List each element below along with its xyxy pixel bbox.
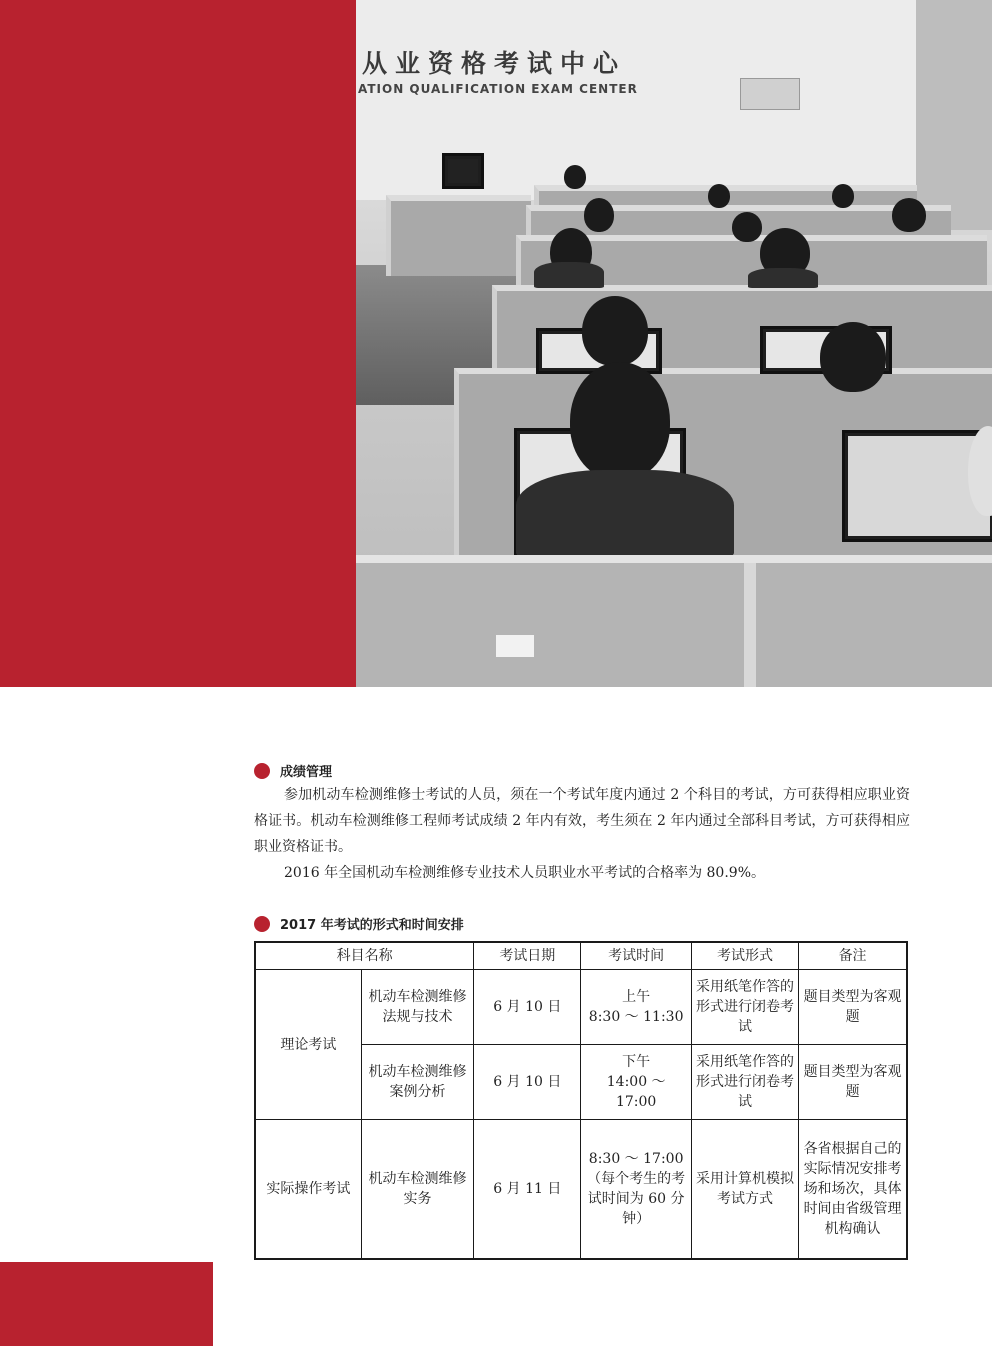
table-row — [255, 970, 907, 1045]
form-cell: 采用计算机模拟考试方式 — [691, 1120, 798, 1259]
time-cell — [581, 1120, 691, 1259]
subject-cell: 机动车检测维修案例分析 — [361, 1045, 473, 1120]
section-heading-schedule — [254, 914, 464, 933]
form-cell: 采用纸笔作答的形式进行闭卷考试 — [691, 970, 798, 1045]
photo-monitor — [442, 153, 484, 189]
category-cell: 实际操作考试 — [255, 1120, 361, 1259]
header-date: 考试日期 — [474, 942, 581, 970]
date-cell: 6 月 11 日 — [474, 1120, 581, 1259]
subject-cell: 机动车检测维修法规与技术 — [361, 970, 473, 1045]
section-title: 2017 年考试的形式和时间安排 — [280, 918, 464, 933]
photo-person-torso — [748, 268, 818, 288]
subject-cell: 机动车检测维修实务 — [361, 1120, 473, 1259]
photo-person — [564, 165, 586, 189]
note-cell: 题目类型为客观题 — [799, 1045, 907, 1120]
header-subject: 科目名称 — [255, 942, 474, 970]
note-cell: 题目类型为客观题 — [799, 970, 907, 1045]
red-block-top — [0, 0, 356, 687]
time-range: 14:00 ～ 17:00 — [606, 1074, 666, 1110]
score-management-text — [254, 782, 910, 886]
time-note: （每个考生的考试时间为 60 分钟） — [587, 1170, 686, 1227]
time-cell — [581, 1045, 691, 1120]
red-block-bottom — [0, 1262, 213, 1346]
photo-desk-label — [496, 635, 534, 657]
photo-desk-post — [744, 563, 756, 687]
photo-person-torso — [534, 262, 604, 288]
photo-person — [708, 184, 730, 208]
header-note: 备注 — [799, 942, 907, 970]
photo-person — [582, 296, 648, 366]
photo-person — [732, 212, 762, 242]
photo-wall-panel — [740, 78, 800, 110]
exam-schedule-table — [254, 941, 908, 1260]
photo-person — [584, 198, 614, 232]
time-label: 下午 — [622, 1054, 651, 1070]
photo-sign-english: ATION QUALIFICATION EXAM CENTER — [358, 82, 638, 96]
photo-counter — [386, 195, 531, 276]
header-time: 考试时间 — [581, 942, 691, 970]
photo-person-foreground — [570, 362, 670, 480]
section-heading-score-management — [254, 761, 332, 780]
exam-hall-photo — [356, 0, 992, 687]
time-label: 上午 — [622, 989, 651, 1005]
date-cell: 6 月 10 日 — [474, 970, 581, 1045]
bullet-icon — [254, 916, 270, 932]
photo-window — [916, 0, 992, 230]
bullet-icon — [254, 763, 270, 779]
section-title: 成绩管理 — [280, 765, 333, 780]
category-cell: 理论考试 — [255, 970, 361, 1120]
form-cell: 采用纸笔作答的形式进行闭卷考试 — [691, 1045, 798, 1120]
time-cell — [581, 970, 691, 1045]
paragraph: 2016 年全国机动车检测维修专业技术人员职业水平考试的合格率为 80.9%。 — [284, 865, 766, 881]
table-row — [255, 1120, 907, 1259]
note-cell: 各省根据自己的实际情况安排考场和场次，具体时间由省级管理机构确认 — [799, 1120, 907, 1259]
photo-person — [892, 198, 926, 232]
header-form: 考试形式 — [691, 942, 798, 970]
table-header-row — [255, 942, 907, 970]
time-range: 8:30 ～ 11:30 — [588, 1009, 684, 1025]
photo-person-torso — [516, 470, 734, 558]
date-cell: 6 月 10 日 — [474, 1045, 581, 1120]
photo-sign-chinese: 从业资格考试中心 — [362, 49, 627, 78]
photo-person — [820, 322, 886, 392]
photo-person — [832, 184, 854, 208]
time-range: 8:30 ～ 17:00 — [588, 1150, 684, 1167]
paragraph: 参加机动车检测维修士考试的人员，须在一个考试年度内通过 2 个科目的考试，方可获得相应职业资格证书。机动车检测维修工程师考试成绩 2 年内有效，考生须在 2 年内通过全部科目考试，方可获得相应职业资格证书。 — [254, 787, 910, 855]
photo-front-desk — [356, 555, 992, 687]
